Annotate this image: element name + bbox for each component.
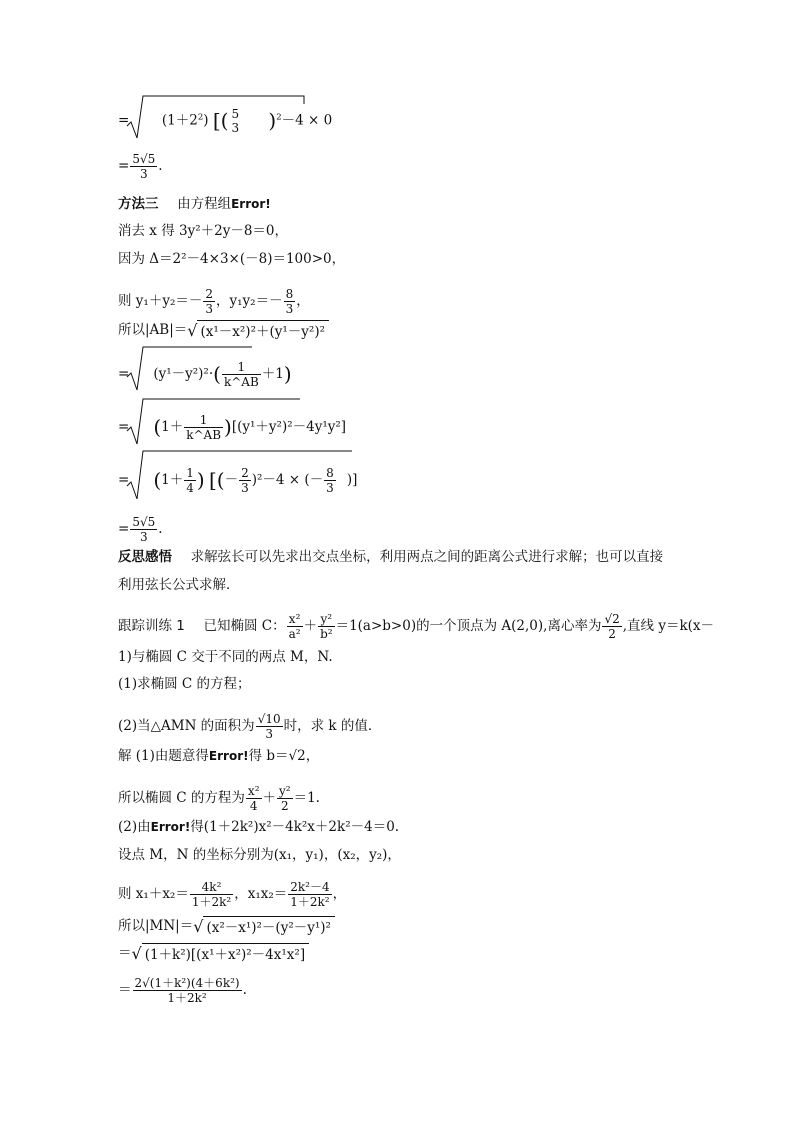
expr-part: ) (203, 112, 209, 129)
fraction: $\frac{1}{k\^{}AB}$ (223, 360, 259, 389)
vieta-line: 则 y₁＋y₂＝－ $\frac{2}{3}$ ，y₁y₂＝－ $\frac{8}{3}$ ， (118, 287, 310, 316)
eliminate-x-line: 消去 x 得 3y²＋2y－8＝0， (118, 223, 289, 239)
fraction: $\frac{8}{3}$ (285, 287, 294, 316)
solution-line-7: ＝√ (1＋k²)[(x¹＋x²)²－4x¹x²] (118, 943, 309, 964)
solution-line-5: 则 x₁＋x₂＝ $\frac{\text{4k²}}{\text{1＋2k²}}$ ，x₁x₂＝ $\frac{\text{2k²－4}}{\text{1＋2k²}}$ ， (118, 880, 347, 909)
exercise-line-1: 跟踪训练 1 已知椭圆 C： $\frac{\text{x²}}{\text{a²}}$ ＋ $\frac{\text{y²}}{\text{b²}}$ ＝1(a>b>0)的一个顶点为 A(2,0),离心率为 $\frac{√2}{2}$ ,直线 y＝k(x－ (118, 612, 715, 641)
solution-line-1: 解 (1)由题意得Error!得 b＝√2， (118, 748, 320, 764)
eq-line-1: = $(1+2^2)$ [( 5 3 )$^2$－4 × 0 (118, 107, 333, 135)
fraction: $\frac{\text{2k²－4}}{\text{1＋2k²}}$ (290, 880, 330, 909)
eq-line-8: = (y¹－y²)²·( $\frac{1}{k\^{}AB}$ ＋1) (118, 360, 292, 389)
fraction: $\frac{8}{3}$ (326, 466, 334, 495)
solution-line-3: (2)由Error!得(1＋2k²)x²－4k²x＋2k²－4＝0. (118, 819, 400, 835)
sqrt-expr: √ (x²－x¹)²－(y²－y¹)² (193, 916, 335, 937)
eq-line-2: = $\frac{5√5}{3}$ . (118, 152, 163, 181)
exponent: 2 (276, 112, 282, 123)
fraction: $\frac{\text{y²}}{\text{b²}}$ (320, 612, 333, 641)
expr-part: －4 × 0 (281, 112, 333, 129)
eq-line-10: = (1＋ $\frac{1}{4}$ ) [(－ $\frac{2}{3}$ )²－4 × (－ $\frac{8}{3}$ )] (118, 466, 358, 495)
fraction: $\frac{5√5}{3}$ (132, 515, 156, 544)
solution-line-6: 所以|MN|＝√ (x²－x¹)²－(y²－y¹)² (118, 916, 335, 937)
error-marker: Error! (208, 749, 249, 763)
fraction: $\frac{√10}{3}$ (257, 712, 281, 741)
fraction: $\frac{2}{3}$ (241, 466, 249, 495)
fraction: $\frac{\text{x²}}{\text{a²}}$ (288, 612, 301, 641)
method-label: 方法三 (118, 196, 159, 212)
reflection-line-2: 利用弦长公式求解． (118, 577, 240, 593)
error-marker: Error! (150, 820, 191, 834)
fraction: $\frac{√2}{2}$ (604, 612, 620, 641)
expr-part: (1＋2 (161, 112, 198, 129)
solution-line-4: 设点 M，N 的坐标分别为(x₁，y₁)，(x₂，y₂)， (118, 847, 401, 863)
question-2: (2)当△AMN 的面积为 $\frac{√10}{3}$ 时，求 k 的值． (118, 712, 382, 741)
solution-line-8: ＝ $\frac{\text{2√(1＋k²)(4＋6k²)}}{\text{1＋2k²}}$ . (118, 976, 247, 1005)
exercise-label: 跟踪训练 1 (118, 618, 185, 634)
eq-line-11: = $\frac{5√5}{3}$ . (118, 515, 163, 544)
fraction: $\frac{\text{x²}}{4}$ (247, 784, 260, 813)
fraction: $\frac{\text{y²}}{2}$ (279, 784, 291, 813)
discriminant-line: 因为 Δ＝2²－4×3×(－8)＝100>0， (118, 251, 346, 267)
reflection-line-1 (118, 548, 663, 566)
fraction: $\frac{1}{k\^{}AB}$ (186, 413, 222, 442)
fraction: $\frac{\text{2√(1＋k²)(4＋6k²)}}{\text{1＋2k²}}$ (134, 976, 240, 1005)
exponent: 2 (197, 112, 204, 123)
fraction: $\frac{5√5}{3}$ (132, 152, 156, 181)
fraction: $\frac{\text{4k²}}{\text{1＋2k²}}$ (191, 880, 232, 909)
reflection-text: 求解弦长可以先求出交点坐标，利用两点之间的距离公式进行求解；也可以直接 (190, 549, 664, 565)
method-three-line (118, 195, 271, 213)
ab-distance-line: 所以|AB|＝√ (x¹－x²)²＋(y¹－y²)² (118, 320, 329, 341)
fraction: 5 3 (231, 107, 240, 135)
eq-line-9: = (1＋ $\frac{1}{k\^{}AB}$ )[(y¹＋y²)²－4y¹y²] (118, 413, 347, 442)
solution-line-2: 所以椭圆 C 的方程为 $\frac{\text{x²}}{4}$ ＋ $\frac{\text{y²}}{2}$ ＝1. (118, 784, 320, 813)
equals-sign: = (118, 112, 130, 129)
fraction: $\frac{1}{4}$ (186, 466, 194, 495)
fraction: $\frac{2}{3}$ (205, 287, 214, 316)
error-marker: Error! (231, 197, 271, 211)
exercise-line-2: 1)与椭圆 C 交于不同的两点 M，N. (118, 649, 333, 665)
sqrt-expr: √ (x¹－x²)²＋(y¹－y²)² (187, 320, 329, 341)
reflection-label: 反思感悟 (118, 549, 172, 565)
method-text: 由方程组 (177, 196, 232, 212)
sqrt-expr: √ (1＋k²)[(x¹＋x²)²－4x¹x²] (132, 943, 310, 964)
question-1: (1)求椭圆 C 的方程； (118, 676, 251, 692)
